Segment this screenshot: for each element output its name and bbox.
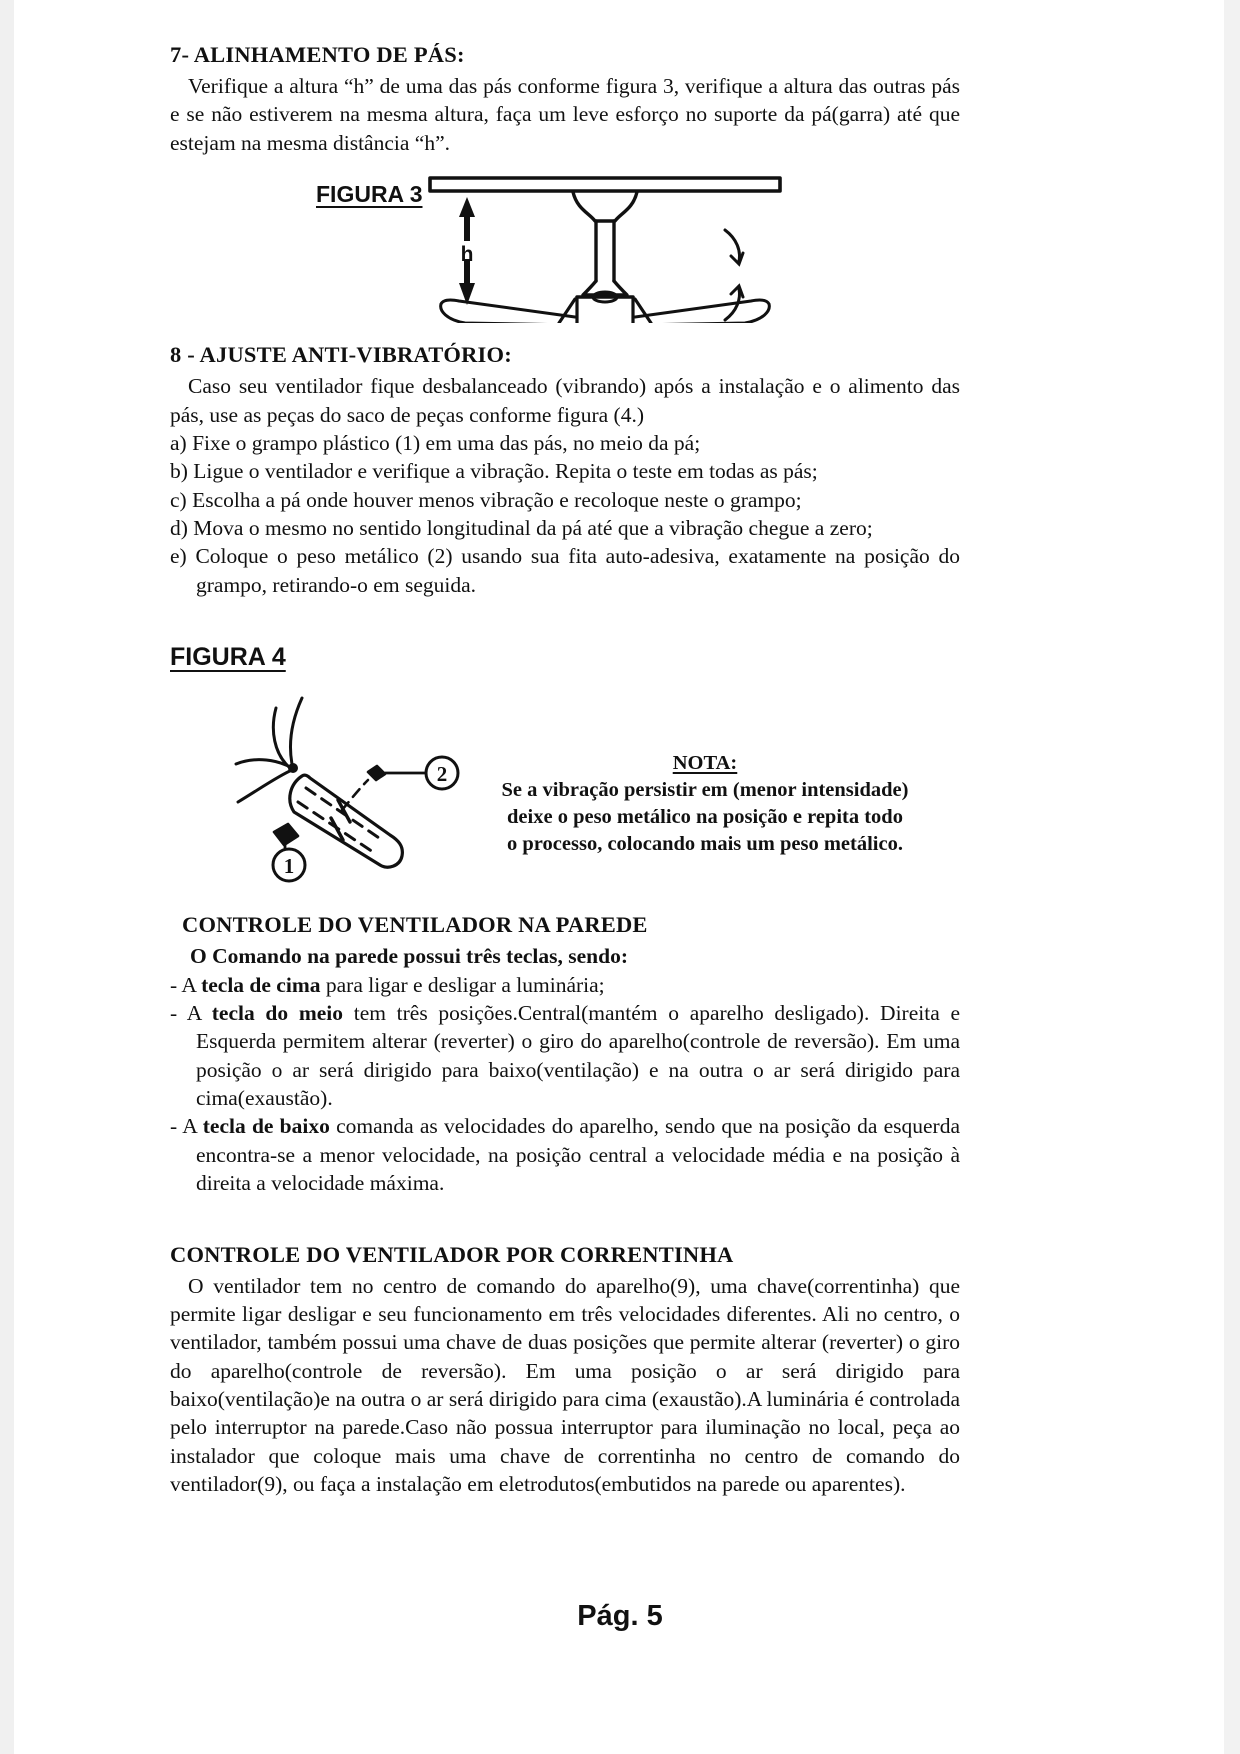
section-7-heading: 7- ALINHAMENTO DE PÁS: [170, 42, 465, 67]
chain-control-paragraph: O ventilador tem no centro de comando do aparelho(9), uma chave(correntinha) que permite ligar desligar e seu funcionamento em três velocidades diferentes. Ali no centro, o ventilador, também possui uma chave de duas posições que permite alterar (reverter) o giro do aparelho(controle de reversão). Em uma posição o ar será dirigido para baixo(ventilação)e na outra o ar será dirigido para cima (exaustão).A luminária é controlada pelo interruptor na parede.Caso não possua interruptor para iluminação no local, peça ao instalador que coloque mais uma chave de correntinha no centro de comando do ventilador(9), ou faça a instalação em eletrodutos(embutidos na parede ou aparentes). [170, 1273, 960, 1497]
figure-3-h-label: h [460, 243, 474, 267]
nota-line-2: deixe o peso metálico na posição e repita todo [507, 806, 903, 829]
list-dash-3: - [170, 1114, 178, 1139]
item-1-bold: tecla de cima [201, 972, 321, 997]
section-8-paragraph: Caso seu ventilador fique desbalanceado (vibrando) após a instalação e o alimento das pás, use as peças do saco de peças conforme figura (4.) [170, 374, 960, 427]
figure-4-callout-1-group [266, 844, 312, 884]
section-8-item-b: b) Ligue o ventilador e verifique a vibração. Repita o teste em todas as pás; [170, 459, 818, 484]
figure-4-callout-1: 1 [283, 854, 295, 879]
wall-control-item-2 [170, 999, 960, 1113]
nota-line-1: Se a vibração persistir em (menor intensidade) [501, 779, 909, 802]
item-3-lead: A [182, 1114, 203, 1139]
nota-title: NOTA: [672, 752, 738, 775]
item-2-rest: tem três posições.Central(mantém o aparelho desligado). Direita e Esquerda permitem alterar (reverter) o giro do aparelho(controle de reversão). Em uma posição o ar será dirigido para baixo(ventilação) e na outra o ar será dirigido para cima(exaustão). [196, 1000, 960, 1110]
scan-edge-left [0, 0, 14, 1754]
list-dash-2: - [170, 1000, 178, 1025]
section-7-paragraph: Verifique a altura “h” de uma das pás conforme figura 3, verifique a altura das outras pás e se não estiverem na mesma altura, faça um leve esforço no suporte da pá(garra) até que estejam na mesma distância “h”. [170, 74, 960, 155]
item-2-lead: A [186, 1000, 212, 1025]
chain-control-heading: CONTROLE DO VENTILADOR POR CORRENTINHA [170, 1241, 734, 1267]
page-content [170, 42, 960, 1499]
section-8-heading: 8 - AJUSTE ANTI-VIBRATÓRIO: [170, 342, 512, 368]
page-number: Pág. 5 [577, 1600, 663, 1632]
wall-control-item-3 [170, 1112, 960, 1197]
section-8-item-d: d) Mova o mesmo no sentido longitudinal da pá até que a vibração chegue a zero; [170, 516, 873, 540]
section-8-item-c: c) Escolha a pá onde houver menos vibração e recoloque neste o grampo; [170, 487, 802, 512]
nota-block [470, 750, 940, 858]
item-3-bold: tecla de baixo [202, 1114, 330, 1139]
wall-control-intro: O Comando na parede possui três teclas, sendo: [190, 944, 628, 969]
wall-control-heading: CONTROLE DO VENTILADOR NA PAREDE [182, 912, 648, 938]
item-3-rest: comanda as velocidades do aparelho, sendo que na posição da esquerda encontra-se a menor velocidade, na posição central a velocidade média e na posição à direita a velocidade máxima. [196, 1114, 960, 1196]
figure-3-illustration [425, 173, 785, 323]
figure-4-callout-2: 2 [436, 762, 448, 787]
figure-4 [170, 672, 960, 882]
item-1-lead: A [181, 972, 202, 997]
nota-line-3: o processo, colocando mais um peso metálico. [507, 833, 903, 856]
wall-control-item-1 [170, 971, 960, 999]
list-dash-1: - [170, 972, 178, 997]
figure-3-label: FIGURA 3 [316, 181, 423, 208]
scan-edge-right [1224, 0, 1240, 1754]
item-2-bold: tecla do meio [211, 1000, 344, 1025]
rotation-arrows [725, 230, 743, 320]
section-8-item-a: a) Fixe o grampo plástico (1) em uma das pás, no meio da pá; [170, 430, 701, 455]
figure-4-label: FIGURA 4 [170, 643, 286, 672]
item-1-rest: para ligar e desligar a luminária; [320, 972, 605, 997]
section-8-item-e: e) Coloque o peso metálico (2) usando sua fita auto-adesiva, exatamente na posição do grampo, retirando-o em seguida. [170, 544, 960, 597]
figure-3 [170, 173, 960, 328]
